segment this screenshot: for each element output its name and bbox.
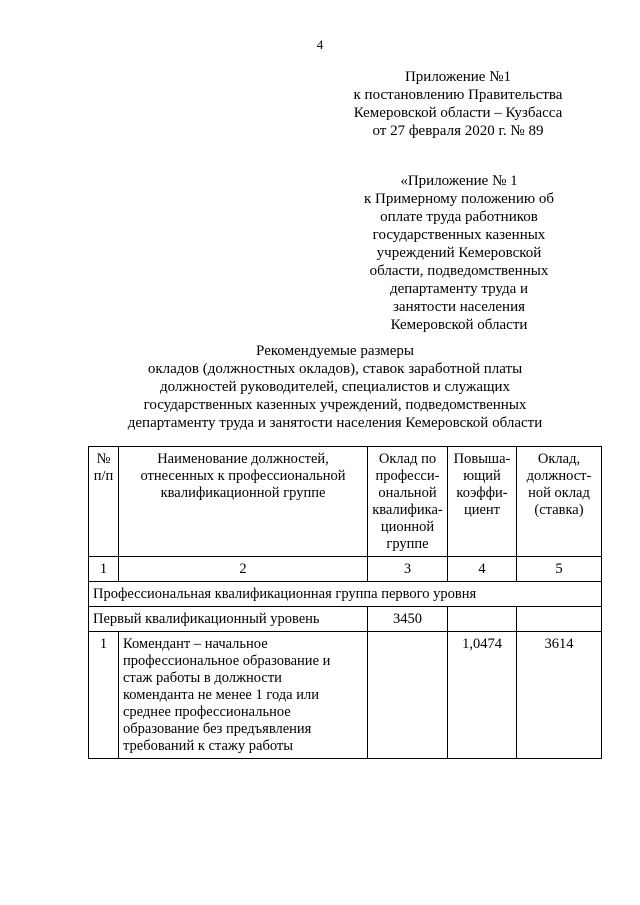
- salary-table: [88, 446, 602, 759]
- row-base-salary: [368, 632, 448, 759]
- heading-line: государственных казенных учреждений, подведомственных: [143, 397, 527, 413]
- sub-appendix-line: государственных казенных: [372, 227, 546, 243]
- row-coefficient: 1,0474: [448, 632, 517, 759]
- table-row: [89, 632, 602, 759]
- column-number-row: [89, 557, 602, 582]
- column-number: 3: [368, 557, 448, 582]
- level-coefficient-empty: [448, 607, 517, 632]
- sub-appendix-line: Кемеровской области: [390, 317, 528, 333]
- appendix-line: к постановлению Правительства: [353, 87, 563, 103]
- row-salary: 3614: [517, 632, 602, 759]
- header-coefficient: Повыша- ющий коэффи- циент: [448, 447, 517, 557]
- row-position: Комендант – начальное профессиональное образование и стаж работы в должности коменданта не менее 1 года или среднее профессиональное образование без предъявления требований к стажу работы: [119, 632, 368, 759]
- sub-appendix-reference: [350, 172, 568, 334]
- column-number: 5: [517, 557, 602, 582]
- heading-line: должностей руководителей, специалистов и служащих: [159, 379, 511, 395]
- appendix-line: Кемеровской области – Кузбасса: [353, 105, 563, 121]
- sub-appendix-line: «Приложение № 1: [400, 173, 518, 189]
- level-salary-empty: [517, 607, 602, 632]
- sub-appendix-line: области, подведомственных: [369, 263, 549, 279]
- heading-line: Рекомендуемые размеры: [256, 343, 414, 359]
- level-label: Первый квалификационный уровень: [89, 607, 368, 632]
- table-header-row: [89, 447, 602, 557]
- column-number: 4: [448, 557, 517, 582]
- header-base-salary: Оклад по професси- ональной квалифика- ционной группе: [368, 447, 448, 557]
- level-row: [89, 607, 602, 632]
- sub-appendix-line: к Примерному положению об: [364, 191, 554, 207]
- group-title-row: [89, 582, 602, 607]
- page-number: 4: [316, 37, 324, 52]
- row-number: 1: [89, 632, 119, 759]
- appendix-line: Приложение №1: [404, 69, 512, 85]
- header-position-name: Наименование должностей, отнесенных к профессиональной квалификационной группе: [119, 447, 368, 557]
- appendix-line: от 27 февраля 2020 г. № 89: [372, 123, 544, 139]
- sub-appendix-line: занятости населения: [392, 299, 525, 315]
- sub-appendix-line: учреждений Кемеровской: [376, 245, 542, 261]
- header-number: № п/п: [89, 447, 119, 557]
- group-title: Профессиональная квалификационная группа первого уровня: [89, 582, 602, 607]
- appendix-reference: [345, 68, 571, 140]
- heading-line: окладов (должностных окладов), ставок заработной платы: [147, 361, 523, 377]
- level-base-salary: 3450: [368, 607, 448, 632]
- column-number: 2: [119, 557, 368, 582]
- document-heading: [80, 342, 590, 432]
- sub-appendix-line: оплате труда работников: [380, 209, 538, 225]
- heading-line: департаменту труда и занятости населения Кемеровской области: [127, 415, 543, 431]
- column-number: 1: [89, 557, 119, 582]
- sub-appendix-line: департаменту труда и: [389, 281, 529, 297]
- header-salary: Оклад, должност- ной оклад (ставка): [517, 447, 602, 557]
